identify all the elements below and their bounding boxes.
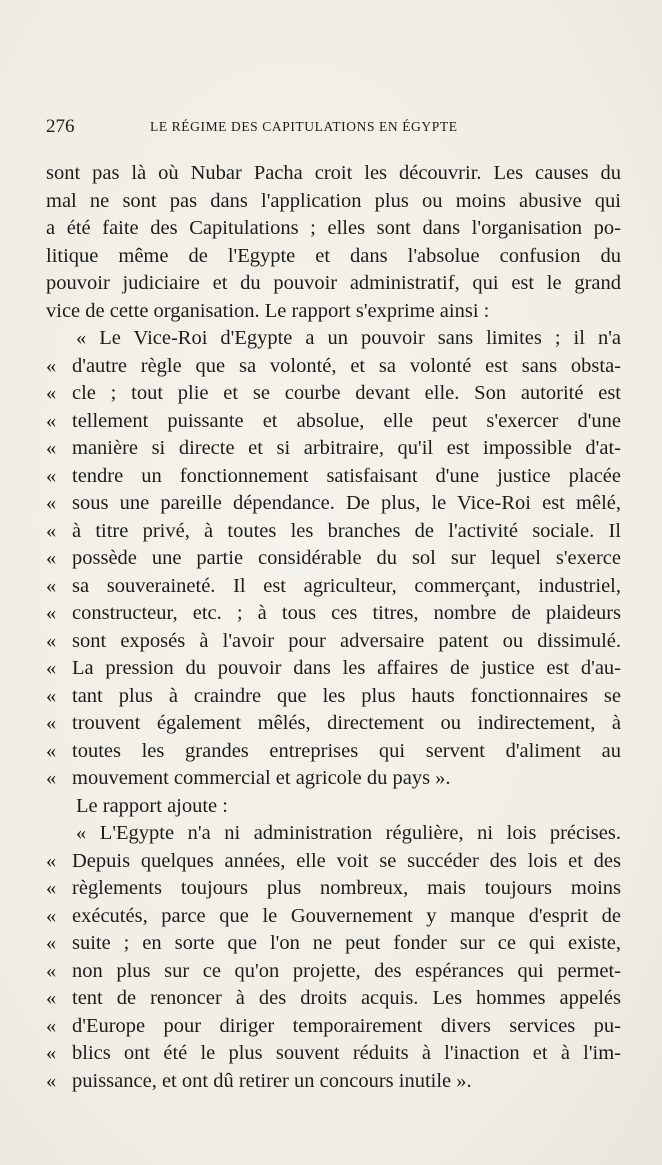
line-text: tant plus à craindre que les plus hauts fonctionnaires se [72,684,621,707]
text-line [46,765,621,793]
running-head: LE RÉGIME DES CAPITULATIONS EN ÉGYPTE [150,119,458,134]
quote-mark: « [46,602,57,624]
line-text: d'autre règle que sa volonté, et sa volonté est sans obsta- [72,354,621,377]
quote-mark: « [46,712,57,734]
line-text: tendre un fonctionnement satisfaisant d'une justice placée [72,464,621,487]
text-line [46,270,621,298]
line-text: sont exposés à l'avoir pour adversaire patent ou dissimulé. [72,629,621,652]
text-line [46,600,621,628]
quote-mark: « [46,492,57,514]
quote-mark: « [46,1069,57,1092]
text-line [46,1013,621,1041]
text-line [46,380,621,408]
quote-mark: « [46,382,57,404]
line-text: puissance, et ont dû retirer un concours inutile ». [72,1069,472,1092]
line-text: tellement puissante et absolue, elle peut s'exercer d'une [72,409,621,432]
text-line [46,160,621,188]
text-line [46,1040,621,1068]
line-text: règlements toujours plus nombreux, mais toujours moins [72,877,621,899]
text-line [46,875,621,903]
line-text: cle ; tout plie et se courbe devant elle. Son autorité est [72,382,621,404]
quote-mark: « [46,437,57,459]
line-text: « Le Vice-Roi d'Egypte a un pouvoir sans limites ; il n'a [76,327,621,349]
text-line [46,985,621,1013]
line-text: vice de cette organisation. Le rapport s'exprime ainsi : [46,299,490,322]
text-line [46,545,621,573]
quote-mark: « [46,409,57,432]
page-number: 276 [46,116,75,137]
line-text: d'Europe pour diriger temporairement divers services pu- [72,1014,621,1037]
quote-mark: « [46,574,57,597]
line-text: tent de renoncer à des droits acquis. Les hommes appelés [72,987,621,1009]
text-line [46,683,621,711]
text-line [46,325,621,353]
line-text: litique même de l'Egypte et dans l'absolue confusion du [46,244,621,267]
line-text: exécutés, parce que le Gouvernement y manque d'esprit de [72,904,621,927]
text-line [46,353,621,381]
text-line [46,490,621,518]
quote-mark: « [46,657,57,679]
line-text: mal ne sont pas dans l'application plus ou moins abusive qui [46,189,621,212]
line-text: sont pas là où Nubar Pacha croit les découvrir. Les causes du [46,162,621,184]
quote-mark: « [46,739,57,762]
quote-mark: « [46,684,57,707]
text-line [46,435,621,463]
text-line [46,243,621,271]
text-line [46,298,621,326]
quote-mark: « [46,877,57,899]
text-line [46,710,621,738]
line-text: La pression du pouvoir dans les affaires de justice est d'au- [72,657,621,679]
page-header [46,116,626,140]
line-text: trouvent également mêlés, directement ou indirectement, à [72,712,621,734]
text-line [46,628,621,656]
text-line [46,848,621,876]
text-line [46,215,621,243]
text-line [46,958,621,986]
line-text: blics ont été le plus souvent réduits à l'inaction et à l'im- [72,1042,621,1064]
line-text: pouvoir judiciaire et du pouvoir administratif, qui est le grand [46,272,621,294]
text-line [46,518,621,546]
line-text: « L'Egypte n'a ni administration régulière, ni lois précises. [76,822,621,844]
line-text: possède une partie considérable du sol sur lequel s'exerce [72,547,621,569]
line-text: a été faite des Capitulations ; elles sont dans l'organisation po- [46,217,621,239]
quote-mark: « [46,519,57,542]
body-text [46,160,621,1095]
line-text: suite ; en sorte que l'on ne peut fonder sur ce qui existe, [72,932,621,954]
text-line [46,738,621,766]
quote-mark: « [46,904,57,927]
text-line [46,820,621,848]
quote-mark: « [46,767,57,789]
text-line [46,903,621,931]
text-line [46,573,621,601]
line-text: Depuis quelques années, elle voit se succéder des lois et des [72,849,621,872]
text-line [46,1068,621,1096]
line-text: toutes les grandes entreprises qui servent d'aliment au [72,739,621,762]
quote-mark: « [46,1042,57,1064]
line-text: manière si directe et si arbitraire, qu'il est impossible d'at- [72,437,621,459]
quote-mark: « [46,464,57,487]
quote-mark: « [46,932,57,954]
quote-mark: « [46,547,57,569]
quote-mark: « [46,987,57,1009]
line-text: constructeur, etc. ; à tous ces titres, nombre de plaideurs [72,602,621,624]
quote-mark: « [46,629,57,652]
line-text: sa souveraineté. Il est agriculteur, commerçant, industriel, [72,574,621,597]
quote-mark: « [46,849,57,872]
line-text: mouvement commercial et agricole du pays ». [72,767,451,789]
text-line [46,793,621,821]
quote-mark: « [46,1014,57,1037]
text-line [46,655,621,683]
line-text: non plus sur ce qu'on projette, des espérances qui permet- [72,959,621,982]
quote-mark: « [46,354,57,377]
text-line [46,930,621,958]
line-text: sous une pareille dépendance. De plus, le Vice-Roi est mêlé, [72,492,621,514]
quote-mark: « [46,959,57,982]
line-text: à titre privé, à toutes les branches de l'activité sociale. Il [72,519,621,542]
text-line [46,188,621,216]
text-line [46,408,621,436]
line-text: Le rapport ajoute : [76,794,228,817]
text-line [46,463,621,491]
